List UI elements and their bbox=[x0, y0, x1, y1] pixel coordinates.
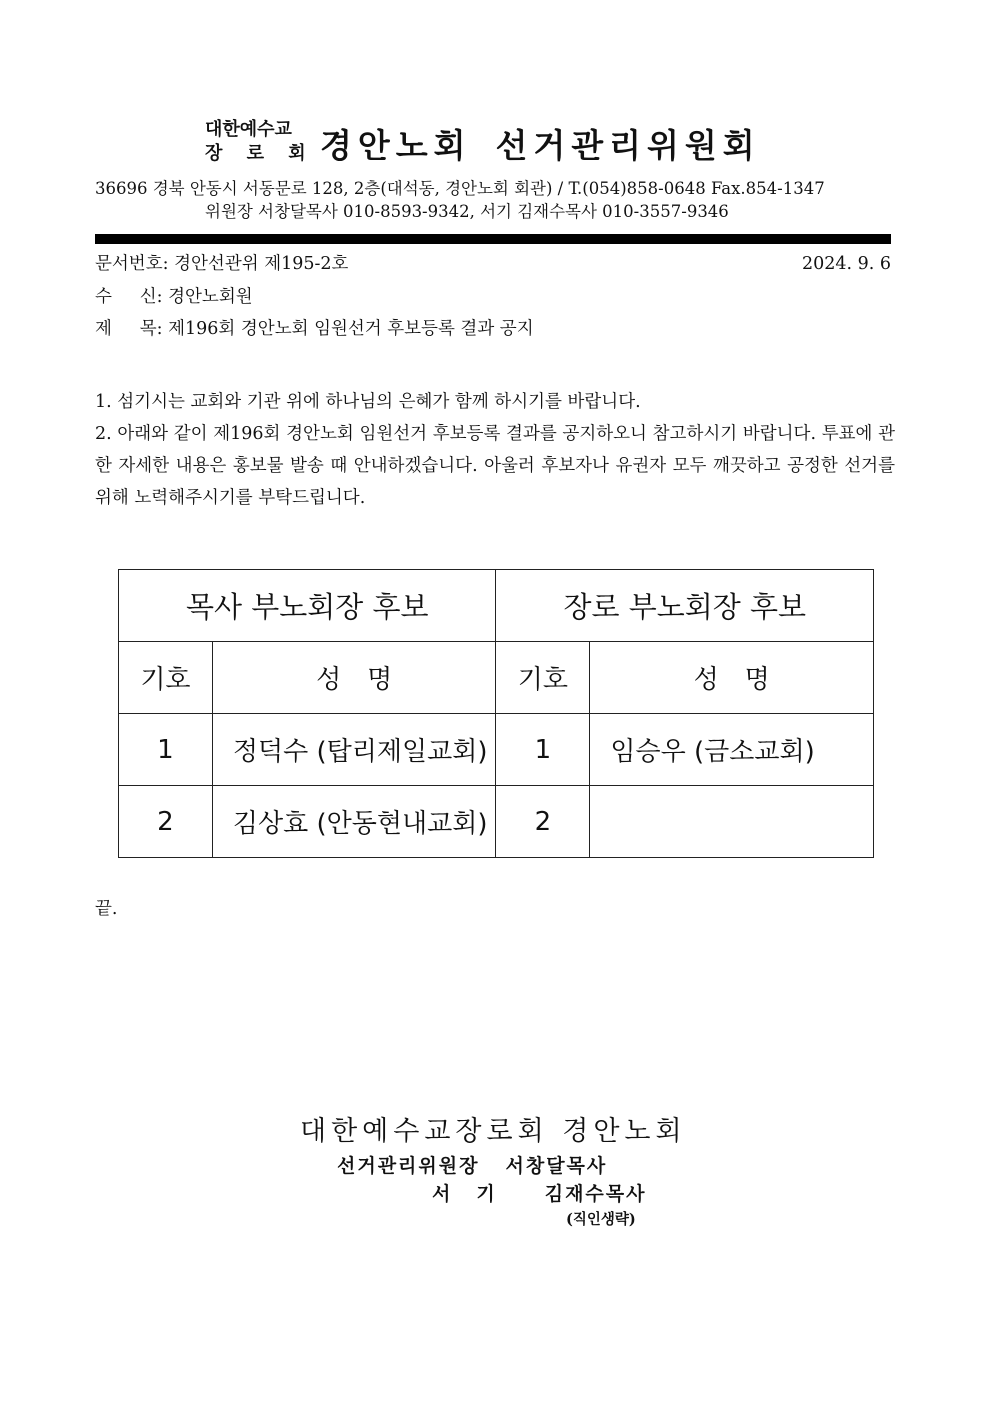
seal-omitted-note: (직인생략) bbox=[566, 1211, 636, 1228]
org-name-small bbox=[205, 118, 315, 166]
pastor-candidate-name: 정덕수 (탑리제일교회) bbox=[212, 714, 496, 786]
elder-candidate-no: 2 bbox=[496, 786, 590, 858]
chair-title: 선거관리위원장 bbox=[337, 1155, 480, 1177]
secretary-title: 서기 bbox=[432, 1183, 521, 1205]
committee-title-part1: 경안노회 bbox=[320, 126, 472, 165]
elder-name-header: 성명 bbox=[590, 642, 874, 714]
chair-signature bbox=[337, 1152, 607, 1180]
pastor-candidate-name: 김상효 (안동현내교회) bbox=[212, 786, 496, 858]
pastor-candidate-no: 2 bbox=[119, 786, 213, 858]
table-column-header-row bbox=[119, 642, 874, 714]
recipient-label: 수 신: bbox=[95, 287, 163, 307]
paragraph-2: 2. 아래와 같이 제196회 경안노회 임원선거 후보등록 결과를 공지하오니 참고하시기 바랍니다. 투표에 관한 자세한 내용은 홍보물 발송 때 안내하겠습니다. 아울러 후보자나 유권자 모두 깨끗하고 공정한 선거를 위해 노력해주시기를 부탁드립니다. bbox=[95, 424, 895, 508]
subject bbox=[95, 317, 534, 341]
pastor-no-header: 기호 bbox=[119, 642, 213, 714]
contact-line: 위원장 서창달목사 010-8593-9342, 서기 김재수목사 010-3557-9346 bbox=[205, 202, 729, 221]
elder-no-header: 기호 bbox=[496, 642, 590, 714]
paragraph-1: 1. 섬기시는 교회와 기관 위에 하나님의 은혜가 함께 하시기를 바랍니다. bbox=[95, 392, 641, 412]
elder-candidate-no: 1 bbox=[496, 714, 590, 786]
pastor-name-header: 성명 bbox=[212, 642, 496, 714]
elder-candidate-name bbox=[590, 786, 874, 858]
table-group-header-row bbox=[119, 570, 874, 642]
header-divider bbox=[95, 234, 891, 244]
pastor-group-header: 목사 부노회장 후보 bbox=[119, 570, 496, 642]
recipient bbox=[95, 285, 253, 309]
subject-value: 제196회 경안노회 임원선거 후보등록 결과 공지 bbox=[168, 319, 534, 339]
letter-body bbox=[95, 386, 895, 514]
document-number-label: 문서번호: bbox=[95, 254, 169, 274]
org-name-line1: 대한예수교 bbox=[205, 119, 292, 140]
table-row bbox=[119, 714, 874, 786]
secretary-name: 김재수목사 bbox=[544, 1183, 647, 1205]
presbytery-name: 대한예수교장로회 경안노회 bbox=[300, 1116, 687, 1147]
candidate-table bbox=[118, 569, 874, 858]
closing-mark: 끝. bbox=[95, 899, 118, 919]
document-number-value: 경안선관위 제195-2호 bbox=[174, 254, 349, 274]
table-row bbox=[119, 786, 874, 858]
recipient-value: 경안노회원 bbox=[168, 287, 253, 307]
pastor-candidate-no: 1 bbox=[119, 714, 213, 786]
chair-name: 서창달목사 bbox=[505, 1155, 608, 1177]
document-number bbox=[95, 252, 348, 276]
committee-title-part2: 선거관리위원회 bbox=[495, 126, 761, 165]
elder-group-header: 장로 부노회장 후보 bbox=[496, 570, 874, 642]
elder-candidate-name: 임승우 (금소교회) bbox=[590, 714, 874, 786]
committee-title bbox=[320, 124, 761, 168]
org-name-line2: 장 로 회 bbox=[205, 143, 315, 164]
secretary-signature bbox=[432, 1180, 647, 1208]
document-date: 2024. 9. 6 bbox=[801, 254, 891, 274]
subject-label: 제 목: bbox=[95, 319, 163, 339]
address-line: 36696 경북 안동시 서동문로 128, 2층(대석동, 경안노회 회관) / T.(054)858-0648 Fax.854-1347 bbox=[95, 179, 825, 198]
